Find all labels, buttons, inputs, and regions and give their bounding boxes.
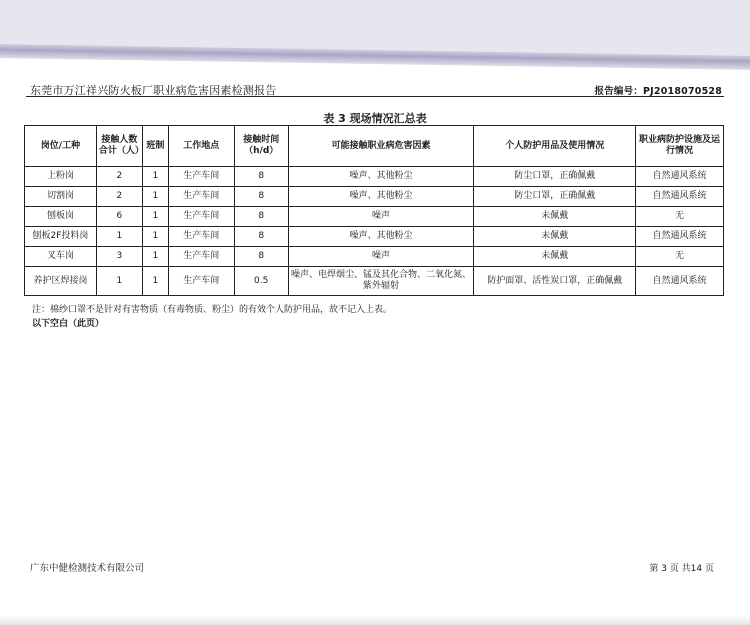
header-headcount: 接触人数合计（人） [96, 126, 142, 167]
cell-hazards: 噪声、电焊烟尘、锰及其化合物、二氧化氮、紫外辐射 [288, 267, 474, 296]
cell-shift: 1 [142, 187, 168, 207]
blank-below-notice: 以下空白（此页） [32, 319, 105, 329]
cell-ppe: 防尘口罩，正确佩戴 [474, 167, 636, 187]
header-post: 岗位/工种 [25, 126, 97, 167]
cell-shift: 1 [142, 267, 168, 296]
cell-headcount: 6 [96, 207, 142, 227]
cell-protection-facility: 自然通风系统 [636, 187, 724, 207]
cell-location: 生产车间 [168, 207, 234, 227]
cell-hazards: 噪声、其他粉尘 [288, 187, 474, 207]
table-header-row [25, 126, 724, 167]
cell-post: 上粉岗 [25, 167, 97, 187]
cell-exposure-time: 0.5 [234, 267, 288, 296]
cell-exposure-time: 8 [234, 167, 288, 187]
table-row [25, 227, 724, 247]
cell-hazards: 噪声、其他粉尘 [288, 227, 474, 247]
site-summary-table [24, 125, 724, 296]
cell-location: 生产车间 [168, 247, 234, 267]
cell-protection-facility: 自然通风系统 [636, 267, 724, 296]
cell-location: 生产车间 [168, 267, 234, 296]
cell-post: 切割岗 [25, 187, 97, 207]
cell-exposure-time: 8 [234, 247, 288, 267]
cell-post: 刨板岗 [25, 207, 97, 227]
table-row [25, 207, 724, 227]
table-row [25, 187, 724, 207]
cell-ppe: 未佩戴 [474, 227, 636, 247]
cell-shift: 1 [142, 167, 168, 187]
scan-bottom-edge [0, 615, 750, 625]
cell-post: 叉车岗 [25, 247, 97, 267]
table-note: 注：棉纱口罩不是针对有害物质（有毒物质、粉尘）的有效个人防护用品，故不记入上表。 [32, 305, 393, 315]
header-divider [26, 96, 724, 97]
header-location: 工作地点 [168, 126, 234, 167]
cell-hazards: 噪声 [288, 207, 474, 227]
header-shift: 班制 [142, 126, 168, 167]
cell-ppe: 防护面罩、活性炭口罩，正确佩戴 [474, 267, 636, 296]
cell-exposure-time: 8 [234, 227, 288, 247]
cell-headcount: 1 [96, 227, 142, 247]
cell-headcount: 1 [96, 267, 142, 296]
table-title: 表 3 现场情况汇总表 [323, 112, 427, 125]
header-hazards: 可能接触职业病危害因素 [288, 126, 474, 167]
cell-headcount: 2 [96, 167, 142, 187]
cell-ppe: 未佩戴 [474, 207, 636, 227]
footer-company: 广东中健检测技术有限公司 [30, 563, 145, 574]
cell-protection-facility: 无 [636, 207, 724, 227]
cell-ppe: 防尘口罩，正确佩戴 [474, 187, 636, 207]
cell-exposure-time: 8 [234, 187, 288, 207]
header-protection-facility: 职业病防护设施及运行情况 [636, 126, 724, 167]
cell-protection-facility: 自然通风系统 [636, 167, 724, 187]
cell-exposure-time: 8 [234, 207, 288, 227]
header-exposure-time: 接触时间（h/d） [234, 126, 288, 167]
cell-protection-facility: 自然通风系统 [636, 227, 724, 247]
table-row [25, 247, 724, 267]
cell-shift: 1 [142, 247, 168, 267]
cell-hazards: 噪声 [288, 247, 474, 267]
cell-protection-facility: 无 [636, 247, 724, 267]
report-number: 报告编号：PJ2018070528 [594, 86, 722, 97]
cell-location: 生产车间 [168, 227, 234, 247]
table-row [25, 267, 724, 296]
report-header-title: 东莞市万江祥兴防火板厂职业病危害因素检测报告 [30, 84, 277, 97]
cell-shift: 1 [142, 227, 168, 247]
cell-headcount: 2 [96, 187, 142, 207]
cell-post: 刨板2F投料岗 [25, 227, 97, 247]
cell-location: 生产车间 [168, 187, 234, 207]
cell-ppe: 未佩戴 [474, 247, 636, 267]
cell-post: 养护区焊接岗 [25, 267, 97, 296]
table-row [25, 167, 724, 187]
cell-headcount: 3 [96, 247, 142, 267]
header-ppe: 个人防护用品及使用情况 [474, 126, 636, 167]
cell-location: 生产车间 [168, 167, 234, 187]
cell-shift: 1 [142, 207, 168, 227]
footer-page-number: 第 3 页 共14 页 [649, 564, 714, 574]
cell-hazards: 噪声、其他粉尘 [288, 167, 474, 187]
